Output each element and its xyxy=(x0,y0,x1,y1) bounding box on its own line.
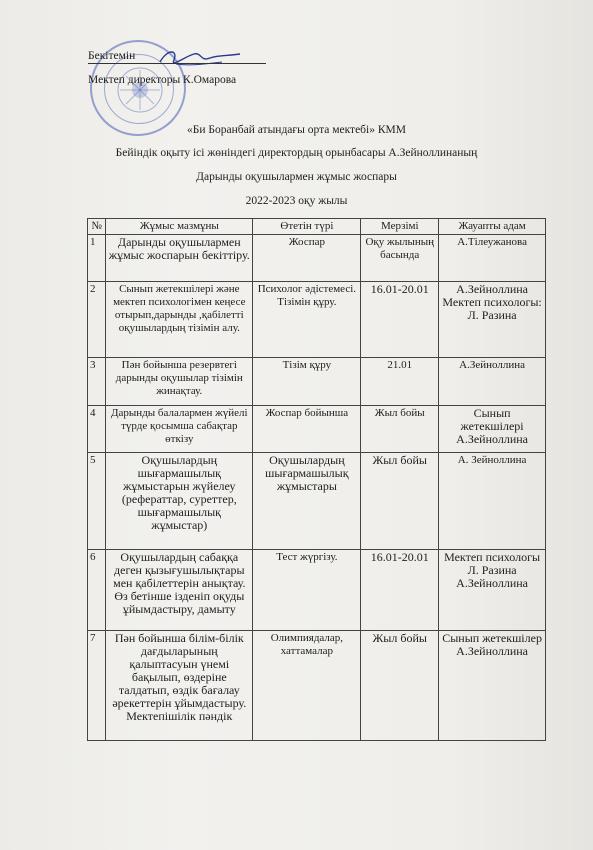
row-responsible: Сынып жетекшілер А.Зейноллина xyxy=(439,631,546,741)
table-row xyxy=(88,631,546,741)
signature-icon xyxy=(156,44,246,72)
academic-year: 2022-2023 оқу жылы xyxy=(245,195,348,207)
director-line: Мектеп директоры К.Омарова xyxy=(88,74,237,86)
signature-line xyxy=(88,63,266,64)
row-number: 1 xyxy=(88,235,106,282)
row-responsible: Мектеп психологы Л. Разина А.Зейноллина xyxy=(439,550,546,631)
row-term: Жыл бойы xyxy=(361,406,439,453)
row-term: Оқу жылының басында xyxy=(361,235,439,282)
table-row xyxy=(88,550,546,631)
row-content: Дарынды оқушылармен жұмыс жоспарын бекіттіру. xyxy=(106,235,253,282)
column-header: Жауапты адам xyxy=(439,219,546,235)
school-name: «Би Боранбай атындағы орта мектебі» КММ xyxy=(187,124,406,136)
row-form: Тізім құру xyxy=(253,358,361,406)
row-responsible: Сынып жетекшілері А.Зейноллина xyxy=(439,406,546,453)
table-row xyxy=(88,235,546,282)
row-term: 21.01 xyxy=(361,358,439,406)
row-form: Психолог әдістемесі. Тізімін құру. xyxy=(253,282,361,358)
table-row xyxy=(88,358,546,406)
row-form: Жоспар бойынша xyxy=(253,406,361,453)
row-content: Сынып жетекшілері және мектеп психологімен кеңесе отырып,дарынды ,қабілетті оқушылардың тізімін алу. xyxy=(106,282,253,358)
row-number: 7 xyxy=(88,631,106,741)
row-term: 16.01-20.01 xyxy=(361,282,439,358)
row-content: Оқушылардың шығармашылық жұмыстарын жүйелеу (рефераттар, суреттер, шығармашылық жұмыстар) xyxy=(106,453,253,550)
row-responsible: А.Тілеужанова xyxy=(439,235,546,282)
row-term: Жыл бойы xyxy=(361,631,439,741)
row-content: Оқушылардың сабаққа деген қызығушылықтары мен қабілеттерін анықтау. Өз бетінше ізденіп оқуды ұйымдастыру, дамыту xyxy=(106,550,253,631)
approved-label: Бекітемін xyxy=(88,50,136,62)
row-number: 5 xyxy=(88,453,106,550)
row-number: 4 xyxy=(88,406,106,453)
row-responsible: А. Зейноллина xyxy=(439,453,546,550)
row-number: 2 xyxy=(88,282,106,358)
table-row xyxy=(88,282,546,358)
row-form: Тест жүргізу. xyxy=(253,550,361,631)
row-term: Жыл бойы xyxy=(361,453,439,550)
table-row xyxy=(88,406,546,453)
column-header: № xyxy=(88,219,106,235)
row-responsible: А.Зейноллина Мектеп психологы: Л. Разина xyxy=(439,282,546,358)
column-header: Өтетін түрі xyxy=(253,219,361,235)
row-content: Пән бойынша білім-білік дағдыларының қалыптасуын үнемі бақылып, өздеріне талдатып, өздік бағалау әрекеттерін ұйымдастыру. Мектепішілік пәндік xyxy=(106,631,253,741)
row-number: 3 xyxy=(88,358,106,406)
column-header: Жұмыс мазмұны xyxy=(106,219,253,235)
table-row xyxy=(88,453,546,550)
row-form: Оқушылардың шығармашылық жұмыстары xyxy=(253,453,361,550)
row-responsible: А.Зейноллина xyxy=(439,358,546,406)
deputy-line: Бейіндік оқыту ісі жөніндегі директордың орынбасары А.Зейноллинаның xyxy=(115,147,478,159)
table-header-row xyxy=(88,219,546,235)
row-term: 16.01-20.01 xyxy=(361,550,439,631)
column-header: Мерзімі xyxy=(361,219,439,235)
row-form: Жоспар xyxy=(253,235,361,282)
row-content: Дарынды балалармен жүйелі түрде қосымша сабақтар өткізу xyxy=(106,406,253,453)
row-number: 6 xyxy=(88,550,106,631)
row-content: Пән бойынша резервтегі дарынды оқушылар тізімін жинақтау. xyxy=(106,358,253,406)
row-form: Олимпиядалар, хаттамалар xyxy=(253,631,361,741)
plan-title: Дарынды оқушылармен жұмыс жоспары xyxy=(196,171,397,183)
work-plan-table xyxy=(87,218,546,741)
